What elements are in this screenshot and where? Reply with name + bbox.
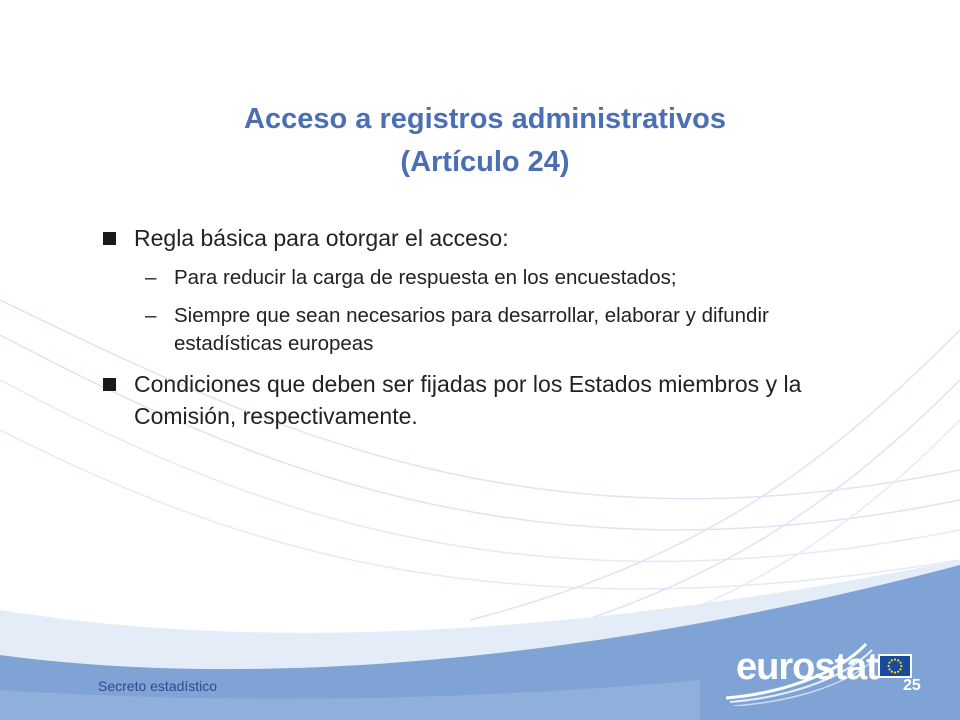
logo-text: eurostat: [736, 646, 878, 688]
footer-text: Secreto estadístico: [98, 678, 218, 694]
sub-bullet-item: [100, 264, 830, 292]
dash-icon: –: [145, 266, 157, 289]
sub-bullet-text: Siempre que sean necesarios para desarrollar, elaborar y difundir estadísticas europeas: [174, 304, 769, 355]
sub-bullet-text: Para reducir la carga de respuesta en los encuestados;: [174, 266, 677, 289]
slide-title: [100, 98, 870, 184]
dash-icon: –: [145, 304, 157, 327]
bullet-text: Condiciones que deben ser fijadas por los Estados miembros y la Comisión, respectivamente.: [134, 371, 802, 429]
square-bullet-icon: [103, 378, 116, 391]
bullet-text: Regla básica para otorgar el acceso:: [134, 225, 509, 251]
page-number: 25: [903, 677, 921, 694]
slide-content: [100, 222, 830, 442]
title-line-1: Acceso a registros administrativos: [244, 103, 726, 135]
square-bullet-icon: [103, 232, 116, 245]
bullet-item: [100, 222, 830, 254]
sub-bullet-item: [100, 302, 830, 358]
eurostat-logo: [716, 636, 916, 706]
eu-stars-icon: [880, 656, 910, 676]
title-line-2: (Artículo 24): [400, 146, 570, 178]
eu-flag-icon: [878, 654, 912, 678]
bullet-item: [100, 368, 830, 432]
